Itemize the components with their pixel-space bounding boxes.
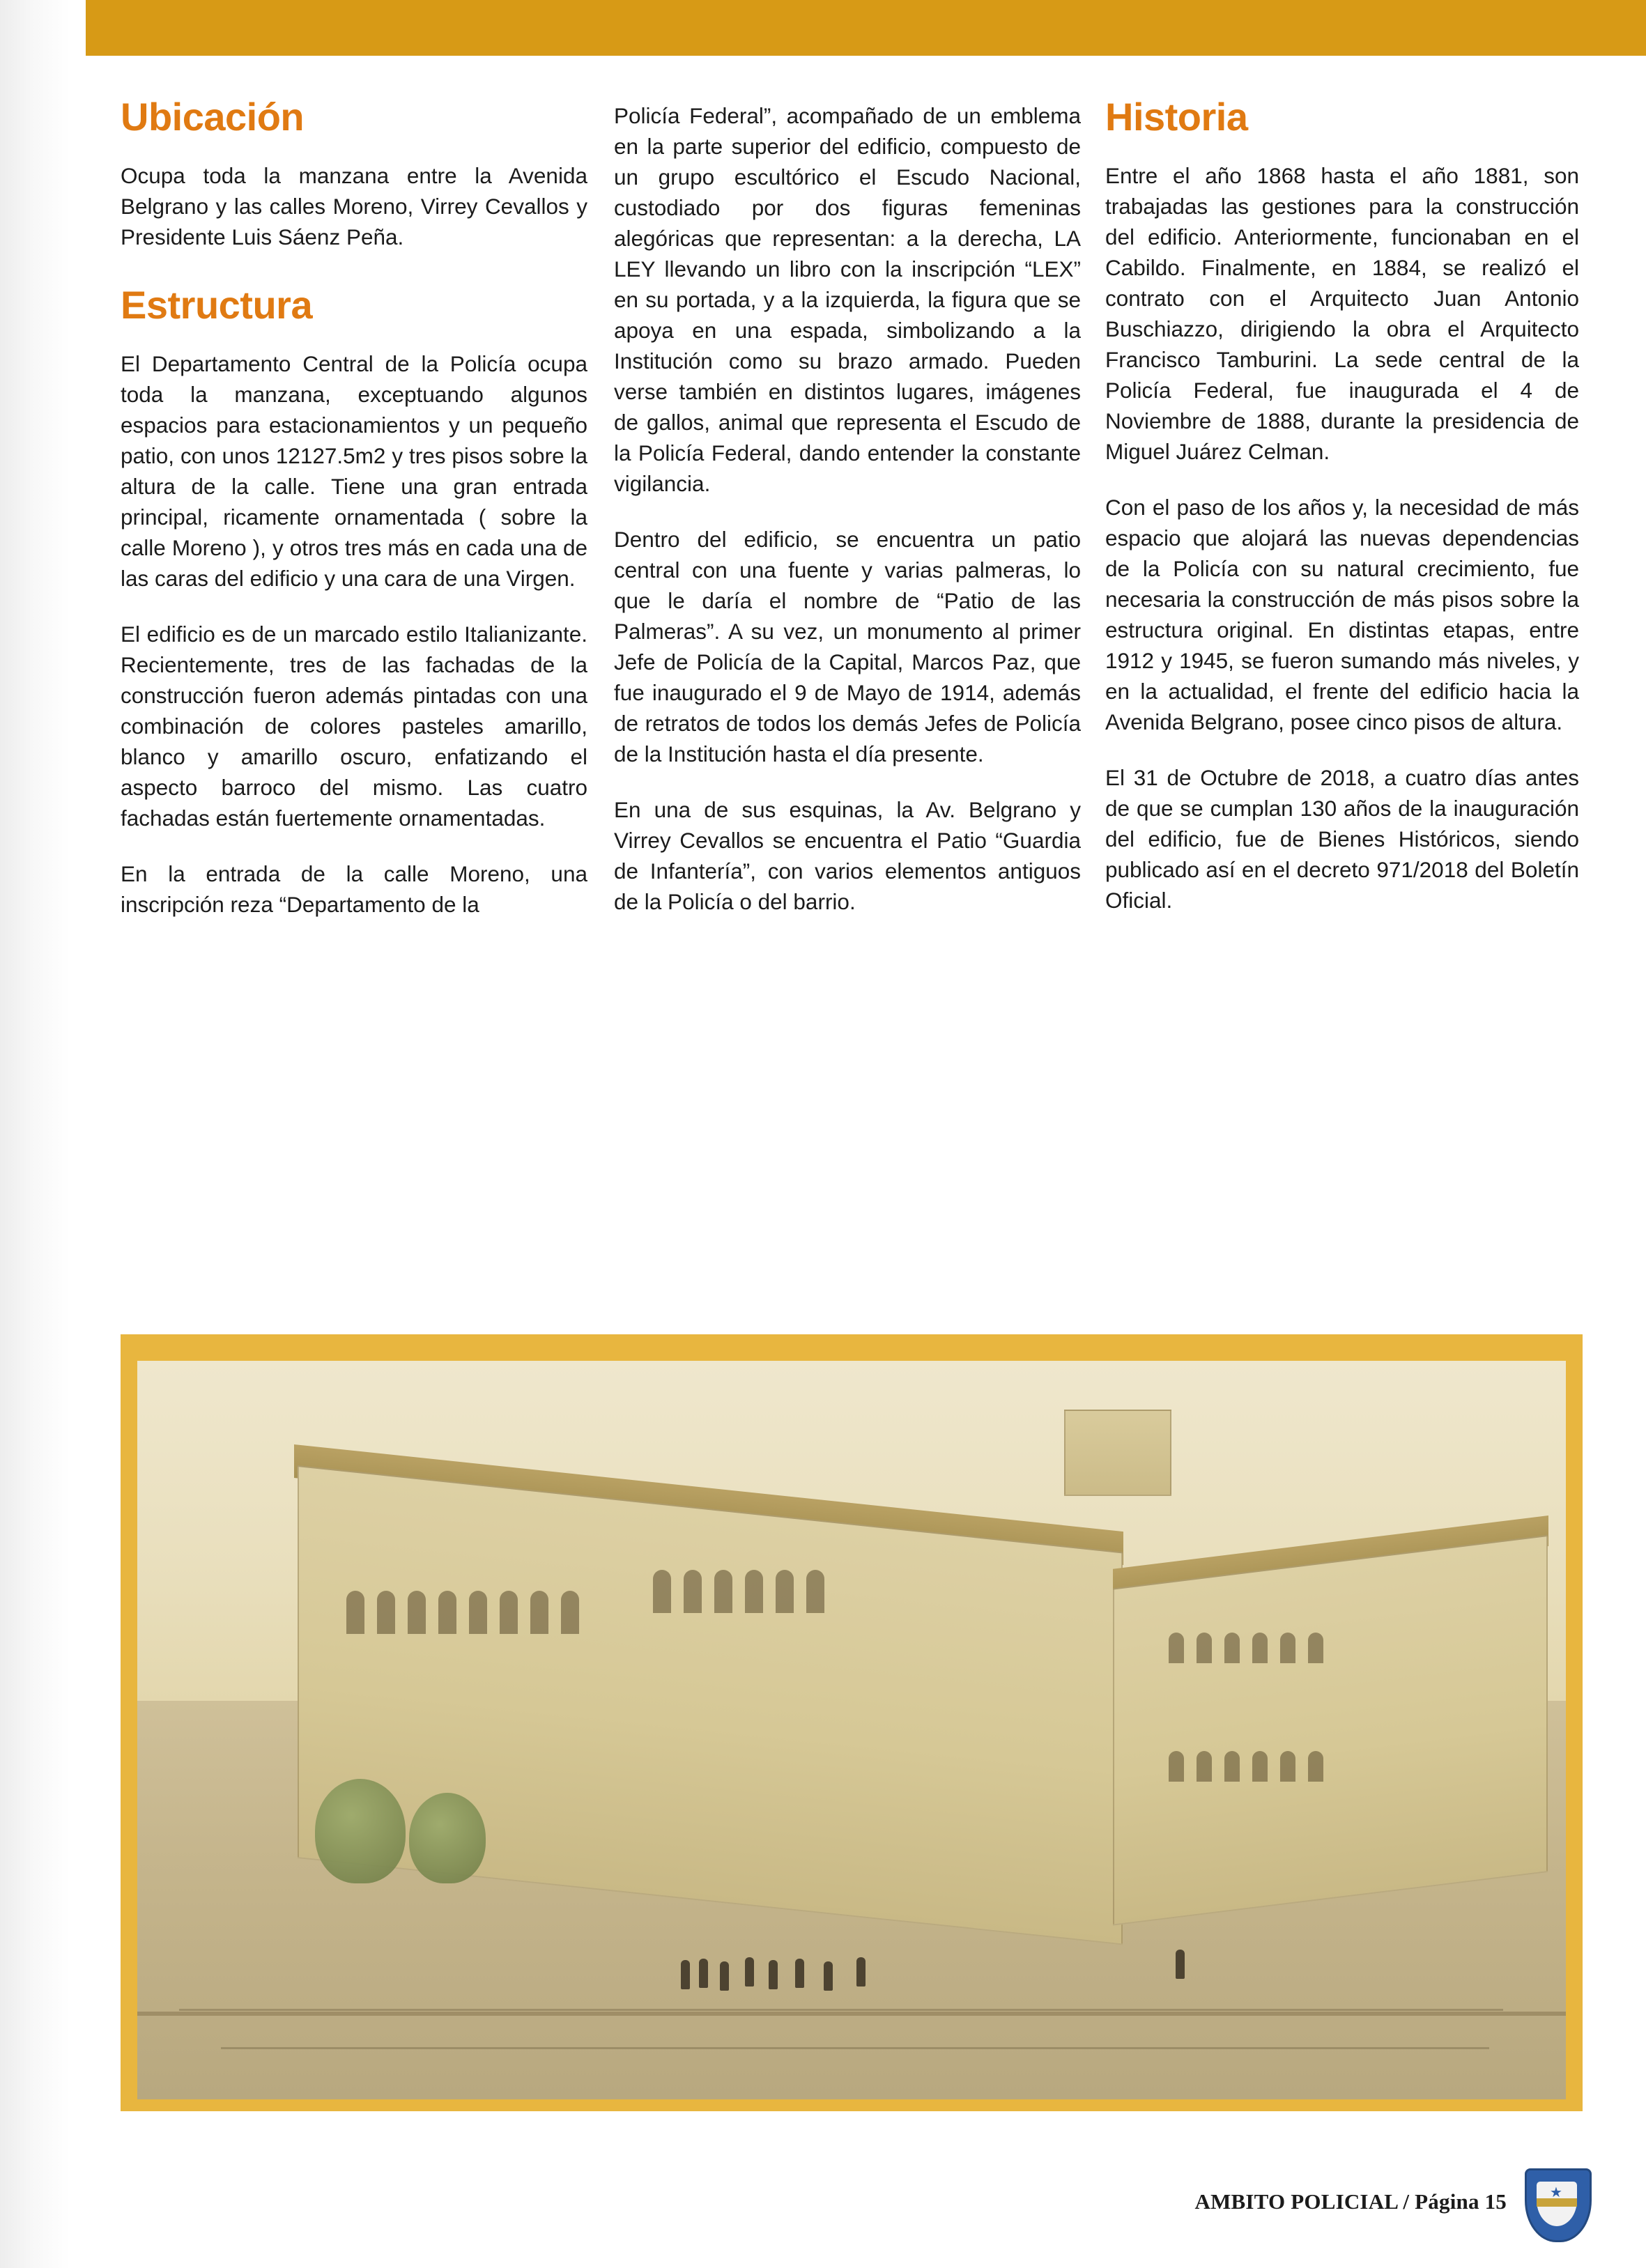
photo-street-line-1 (179, 2009, 1503, 2011)
photo-person (1176, 1950, 1185, 1979)
historic-photo-frame (121, 1334, 1583, 2111)
photo-street-kerb (137, 2012, 1566, 2016)
paragraph-continuation-1: Policía Federal”, acompañado de un emblema en la parte superior del edificio, compuesto de un grupo escultórico el Escudo Nacional, custodiado por dos figuras femeninas alegóricas que representan: a la derecha, LA LEY llevando un libro con la inscripción “LEX” en su portada, y a la izquierda, la figura que se apoya en una espada, simbolizando a la Institución como su brazo armado. Pueden verse también en distintos lugares, imágenes de gallos, animal que representa el Escudo de la Policía Federal, dando entender la constante vigilancia. (614, 103, 1081, 496)
photo-window-row-upper-center (653, 1570, 824, 1613)
footer-page-label: AMBITO POLICIAL / Página 15 (1194, 2189, 1507, 2214)
article-columns (121, 95, 1579, 1324)
heading-ubicacion: Ubicación (121, 95, 305, 139)
heading-historia: Historia (1105, 95, 1248, 139)
shield-star-icon: ★ (1550, 2185, 1562, 2200)
paragraph-estructura-2: El edificio es de un marcado estilo Italianizante. Recientemente, tres de las fachadas de la construcción fueron además pintadas con una combinación de colores pasteles amarillo, blanco y amarillo oscuro, enfatizando el aspecto barroco del mismo. Las cuatro fachadas están fuertemente ornamentadas. (121, 622, 587, 831)
paragraph-estructura-3: En la entrada de la calle Moreno, una inscripción reza “Departamento de la (121, 861, 587, 917)
police-shield-logo-icon (1525, 2168, 1592, 2244)
photo-tree-left-2 (409, 1793, 486, 1883)
top-accent-bar (86, 0, 1646, 56)
historic-photo (137, 1361, 1566, 2099)
shield-shape (1525, 2168, 1592, 2242)
page-binding-shadow (0, 0, 70, 2268)
photo-person (769, 1960, 778, 1989)
photo-building-tower (1064, 1410, 1171, 1496)
paragraph-ubicacion-1: Ocupa toda la manzana entre la Avenida Belgrano y las calles Moreno, Virrey Cevallos y Presidente Luis Sáenz Peña. (121, 163, 587, 249)
paragraph-historia-2: Con el paso de los años y, la necesidad de más espacio que alojará las nuevas dependencias de la Policía con su natural crecimiento, fue necesaria la construcción de más pisos sobre la estructura original. En distintas etapas, entre 1912 y 1945, se fueron sumando más niveles, y en la actualidad, el frente del edificio hacia la Avenida Belgrano, posee cinco pisos de altura. (1105, 495, 1579, 734)
heading-estructura: Estructura (121, 283, 313, 327)
photo-window-row-right-lower (1169, 1751, 1323, 1782)
photo-person (681, 1960, 690, 1989)
photo-person (824, 1961, 833, 1991)
photo-street-line-2 (221, 2047, 1489, 2049)
photo-person (795, 1959, 804, 1988)
paragraph-historia-1: Entre el año 1868 hasta el año 1881, son trabajadas las gestiones para la construcción del edificio. Anteriormente, funcionaban en el Cabildo. Finalmente, en 1884, se realizó el contrato con el Arquitecto Juan Antonio Buschiazzo, dirigiendo la obra el Arquitecto Francisco Tamburini. La sede central de la Policía Federal, fue inaugurada el 4 de Noviembre de 1888, durante la presidencia de Miguel Juárez Celman. (1105, 163, 1579, 464)
photo-window-row-right (1169, 1633, 1323, 1663)
photo-person (699, 1959, 708, 1988)
paragraph-continuation-2: Dentro del edificio, se encuentra un patio central con una fuente y varias palmeras, lo que le daría el nombre de “Patio de las Palmeras”. A su vez, un monumento al primer Jefe de Policía de la Capital, Marcos Paz, que fue inaugurado el 9 de Mayo de 1914, además de retratos de todos los demás Jefes de Policía de la Institución hasta el día presente. (614, 527, 1081, 766)
column-three (1105, 95, 1579, 916)
paragraph-estructura-1: El Departamento Central de la Policía ocupa toda la manzana, exceptuando algunos espacios para estacionamientos y un pequeño patio, con unos 12127.5m2 y tres pisos sobre la altura de la calle. Tiene una gran entrada principal, ricamente ornamentada ( sobre la calle Moreno ), y otros tres más en cada una de las caras del edificio y una cara de una Virgen. (121, 351, 587, 591)
photo-person (856, 1957, 866, 1987)
photo-window-row-upper-left (346, 1591, 579, 1634)
paragraph-continuation-3: En una de sus esquinas, la Av. Belgrano y Virrey Cevallos se encuentra el Patio “Guardia de Infantería”, con varios elementos antiguos de la Policía o del barrio. (614, 797, 1081, 914)
photo-building-right (1113, 1535, 1548, 1926)
column-two (614, 98, 1081, 917)
column-one (121, 95, 587, 920)
page-footer (0, 2174, 1646, 2251)
photo-tree-left (315, 1779, 406, 1883)
photo-person (720, 1961, 729, 1991)
paragraph-historia-3: El 31 de Octubre de 2018, a cuatro días antes de que se cumplan 130 años de la inauguración del edificio, fue de Bienes Históricos, siendo publicado así en el decreto 971/2018 del Boletín Oficial. (1105, 765, 1579, 913)
photo-person (745, 1957, 754, 1987)
